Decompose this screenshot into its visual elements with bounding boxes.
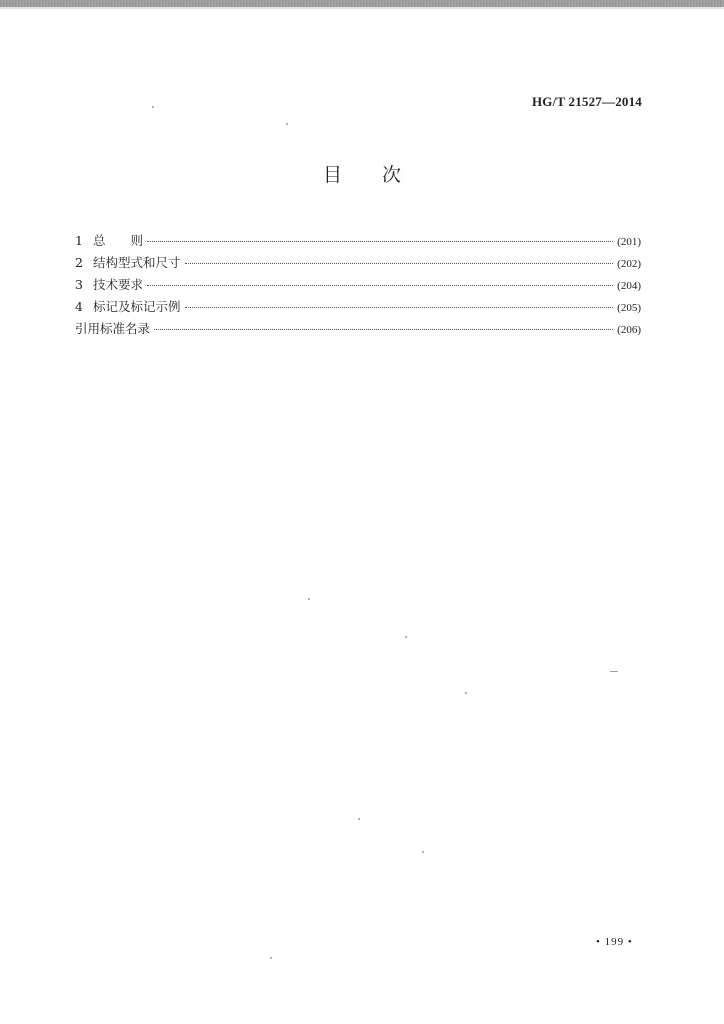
toc-title-char-2: 次 bbox=[382, 164, 402, 186]
page-number: • 199 • bbox=[596, 936, 633, 948]
toc-entry-page: (206) bbox=[617, 324, 641, 336]
scan-speck bbox=[465, 692, 467, 694]
toc-entry-number: 2 bbox=[75, 255, 83, 270]
scan-speck bbox=[358, 818, 360, 820]
toc-leader-dots bbox=[154, 329, 613, 330]
toc-leader-dots bbox=[185, 307, 614, 308]
toc-entry-page: (201) bbox=[617, 236, 641, 248]
toc-entry-technical-requirements[interactable] bbox=[75, 275, 641, 297]
scan-edge-fade bbox=[0, 7, 724, 9]
toc-entry-label: 技术要求 bbox=[93, 277, 144, 292]
toc-entry-number: 4 bbox=[75, 299, 83, 314]
toc-title-char-1: 目 bbox=[322, 164, 342, 186]
toc-entry-referenced-standards[interactable] bbox=[75, 319, 641, 341]
scan-speck bbox=[152, 106, 154, 108]
scan-edge bbox=[0, 0, 724, 7]
scan-speck bbox=[308, 598, 310, 600]
toc-entry-label: 总 则 bbox=[93, 233, 144, 248]
scan-speck bbox=[270, 957, 272, 959]
toc-entry-label: 结构型式和尺寸 bbox=[93, 255, 181, 270]
toc-entry-page: (204) bbox=[617, 280, 641, 292]
document-code: HG/T 21527—2014 bbox=[531, 94, 642, 109]
toc-entry-page: (202) bbox=[617, 258, 641, 270]
toc-entry-general[interactable] bbox=[75, 231, 641, 253]
toc-leader-dots bbox=[147, 285, 613, 286]
toc-title bbox=[0, 160, 724, 187]
toc-leader-dots bbox=[185, 263, 614, 264]
toc-entry-label: 引用标准名录 bbox=[75, 321, 151, 336]
scan-speck bbox=[422, 851, 424, 853]
table-of-contents bbox=[75, 231, 641, 341]
toc-entry-page: (205) bbox=[617, 302, 641, 314]
scan-speck bbox=[610, 671, 618, 672]
scan-speck bbox=[405, 636, 407, 638]
toc-entry-marking[interactable] bbox=[75, 297, 641, 319]
scan-speck bbox=[286, 123, 288, 125]
toc-entry-number: 3 bbox=[75, 277, 83, 292]
toc-entry-structure[interactable] bbox=[75, 253, 641, 275]
toc-entry-label: 标记及标记示例 bbox=[93, 299, 181, 314]
toc-entry-number: 1 bbox=[75, 233, 83, 248]
toc-leader-dots bbox=[147, 241, 613, 242]
